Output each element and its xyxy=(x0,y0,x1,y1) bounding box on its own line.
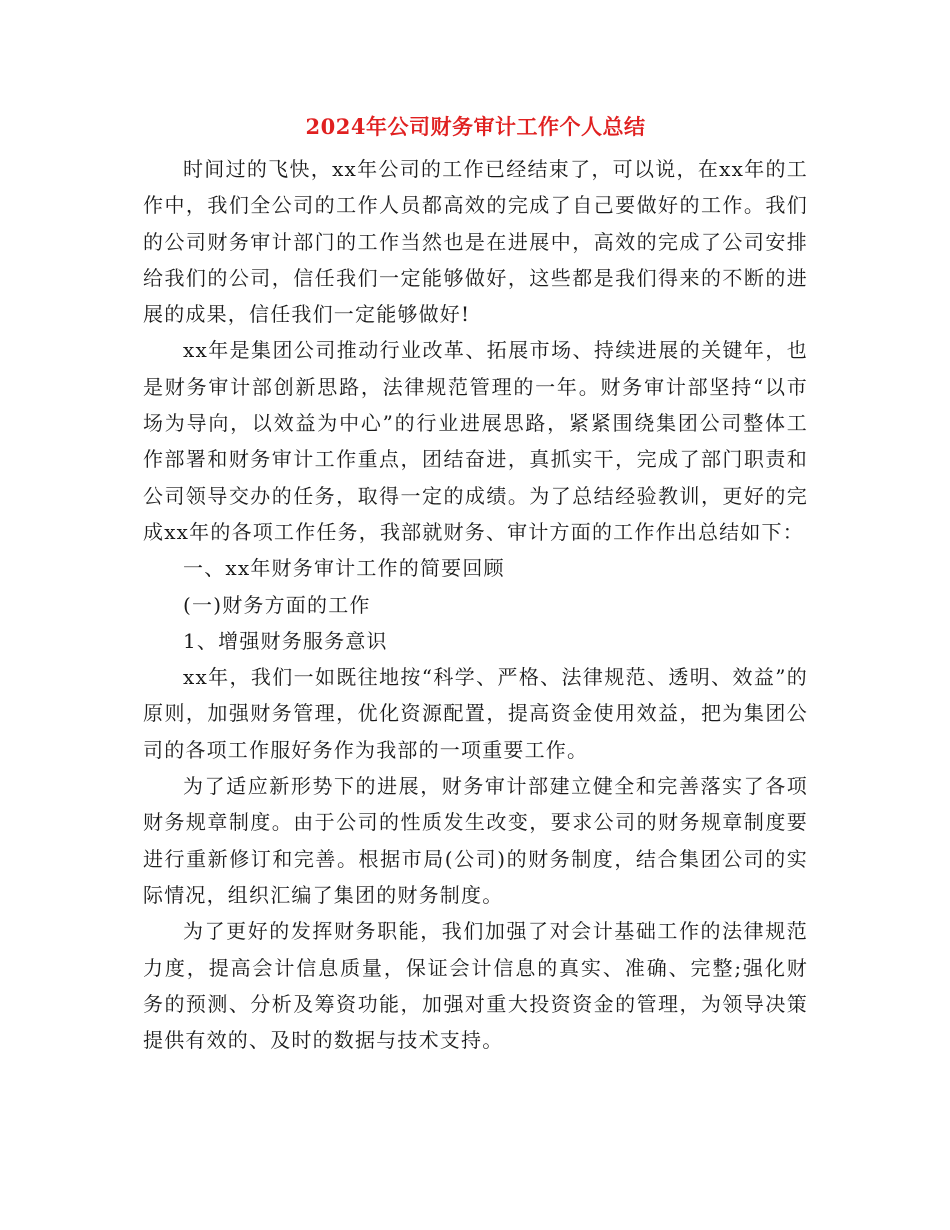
paragraph-overview: xx年是集团公司推动行业改革、拓展市场、持续进展的关键年，也是财务审计部创新思路，法律规范管理的一年。财务审计部坚持“以市场为导向，以效益为中心”的行业进展思路，紧紧围绕集团公司整体工作部署和财务审计工作重点，团结奋进，真抓实干，完成了部门职责和公司领导交办的任务，取得一定的成绩。为了总结经验教训，更好的完成xx年的各项工作任务，我部就财务、审计方面的工作作出总结如下： xyxy=(143,338,808,544)
paragraph-intro: 时间过的飞快，xx年公司的工作已经结束了，可以说，在xx年的工作中，我们全公司的工作人员都高效的完成了自己要做好的工作。我们的公司财务审计部门的工作当然也是在进展中，高效的完成了公司安排给我们的公司，信任我们一定能够做好，这些都是我们得来的不断的进展的成果，信任我们一定能够做好! xyxy=(143,157,808,327)
document-title: 2024年公司财务审计工作个人总结 xyxy=(305,114,646,139)
subsection-heading-finance: (一)财务方面的工作 xyxy=(183,592,371,617)
paragraph-principles: xx年，我们一如既往地按“科学、严格、法律规范、透明、效益”的原则，加强财务管理，优化资源配置，提高资金使用效益，把为集团公司的各项工作服好务作为我部的一项重要工作。 xyxy=(143,665,808,762)
paragraph-regulations: 为了适应新形势下的进展，财务审计部建立健全和完善落实了各项财务规章制度。由于公司的性质发生改变，要求公司的财务规章制度要进行重新修订和完善。根据市局(公司)的财务制度，结合集团公司的实际情况，组织汇编了集团的财务制度。 xyxy=(143,774,808,907)
section-heading-review: 一、xx年财务审计工作的简要回顾 xyxy=(183,556,505,581)
item-heading-service: 1、增强财务服务意识 xyxy=(183,628,388,653)
paragraph-functions: 为了更好的发挥财务职能，我们加强了对会计基础工作的法律规范力度，提高会计信息质量，保证会计信息的真实、准确、完整;强化财务的预测、分析及筹资功能，加强对重大投资资金的管理，为领导决策提供有效的、及时的数据与技术支持。 xyxy=(143,919,808,1053)
